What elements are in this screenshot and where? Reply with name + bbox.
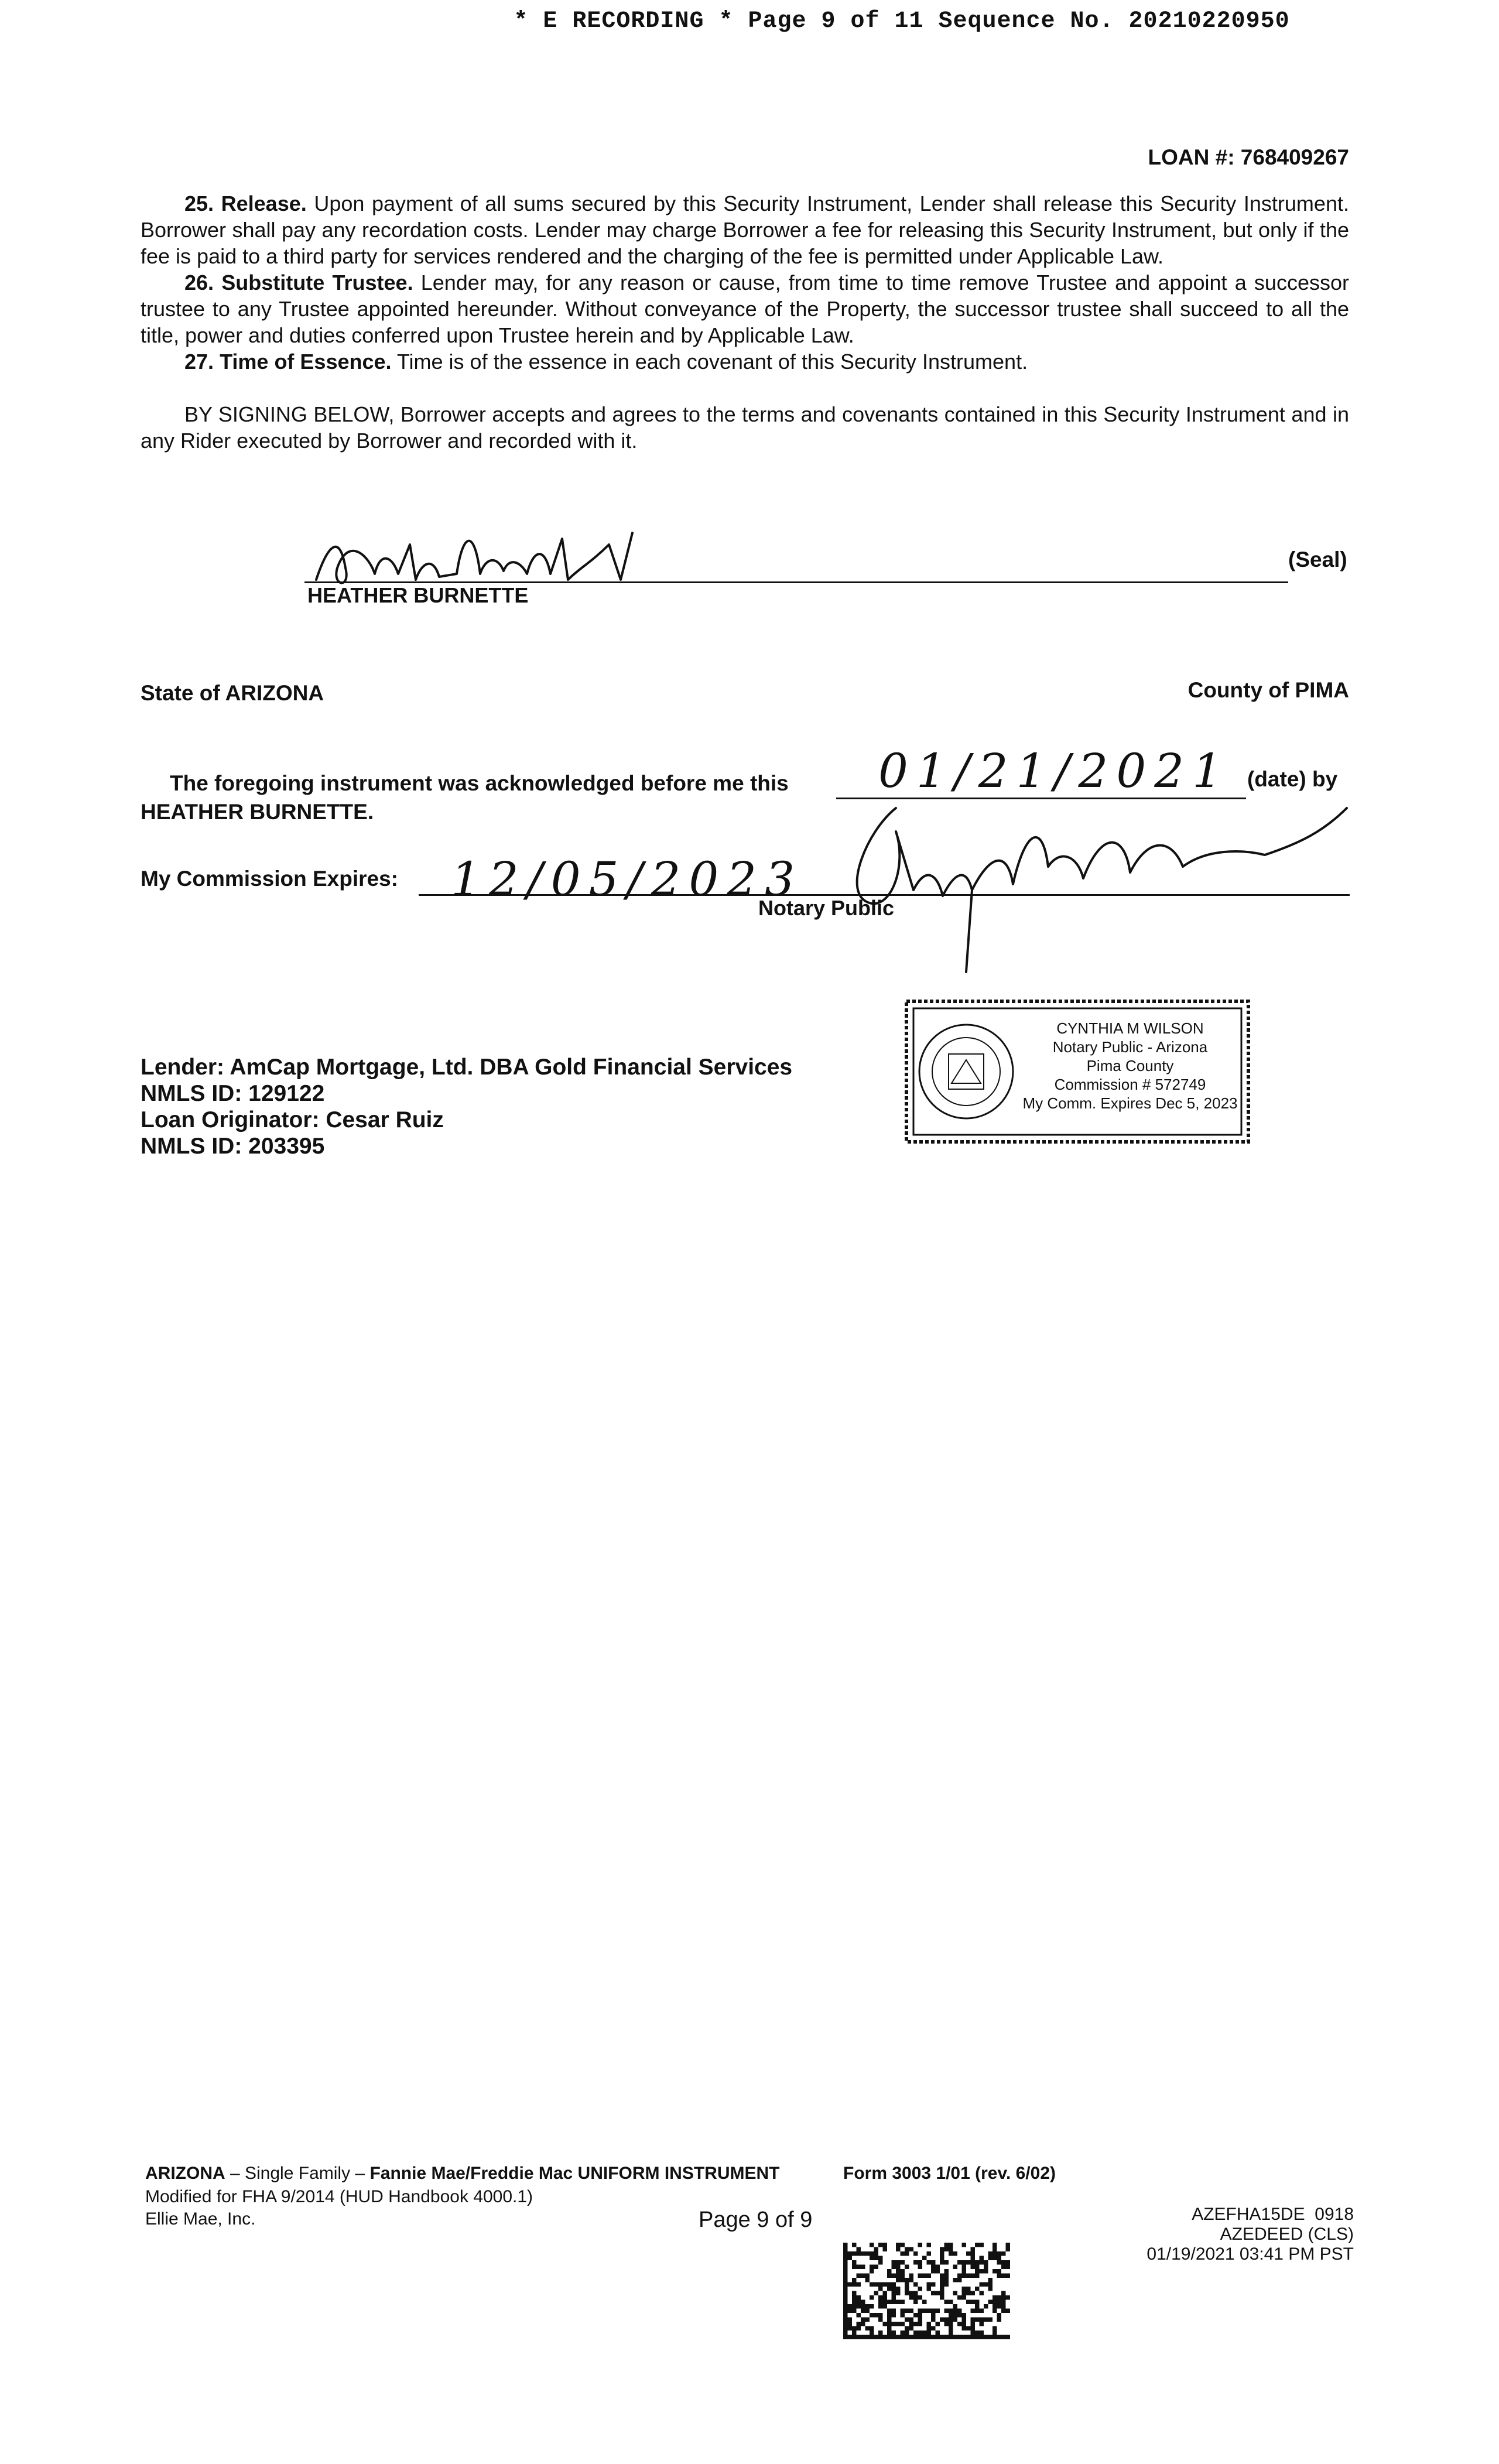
section-number: 27. xyxy=(184,350,214,374)
footer-state: ARIZONA xyxy=(145,2164,225,2183)
stamp-line: Pima County xyxy=(1086,1057,1174,1074)
section-27 xyxy=(141,348,1349,375)
borrower-name: HEATHER BURNETTE xyxy=(307,583,529,607)
footer-timestamp: 01/19/2021 03:41 PM PST xyxy=(1147,2244,1354,2264)
stamp-line: Commission # 572749 xyxy=(1054,1076,1206,1093)
originator-nmls: NMLS ID: 203395 xyxy=(141,1134,325,1159)
footer-type: – Single Family – xyxy=(225,2164,370,2183)
barcode-image xyxy=(843,2243,1010,2339)
section-title: Substitute Trustee. xyxy=(221,271,413,295)
section-text: Time is of the essence in each covenant of this Security Instrument. xyxy=(396,350,1028,374)
loan-originator: Loan Originator: Cesar Ruiz xyxy=(141,1107,444,1132)
footer-form: Form 3003 1/01 (rev. 6/02) xyxy=(843,2164,1056,2183)
section-number: 25. xyxy=(184,191,214,215)
acknowledged-name: HEATHER BURNETTE. xyxy=(141,800,374,824)
footer-code2: AZEDEED (CLS) xyxy=(1220,2225,1354,2244)
section-26 xyxy=(141,269,1349,348)
signing-statement: BY SIGNING BELOW, Borrower accepts and agrees to the terms and covenants contained in this Security Instrument and in any Rider executed by Borrower and recorded with it. xyxy=(141,402,1349,453)
section-25 xyxy=(141,190,1349,269)
section-number: 26. xyxy=(184,271,214,295)
footer-instrument xyxy=(145,2164,780,2184)
commission-label: My Commission Expires: xyxy=(141,867,399,891)
section-title: Release. xyxy=(221,191,307,215)
date-by-label: (date) by xyxy=(1247,767,1338,791)
handwritten-ack-date: 01/21/2021 xyxy=(878,744,1231,798)
acknowledgment-text: The foregoing instrument was acknowledged before me this xyxy=(170,771,789,795)
handwritten-commission-date: 12/05/2023 xyxy=(451,852,803,906)
footer-uniform: Fannie Mae/Freddie Mac UNIFORM INSTRUMENT xyxy=(369,2164,780,2183)
seal-label: (Seal) xyxy=(1288,547,1347,571)
lender-line: Lender: AmCap Mortgage, Ltd. DBA Gold Financial Services xyxy=(141,1055,793,1080)
stamp-line: Notary Public - Arizona xyxy=(1052,1038,1208,1056)
notary-public-label: Notary Public xyxy=(758,896,895,920)
footer-code1: AZEFHA15DE 0918 xyxy=(1192,2205,1354,2224)
lender-nmls: NMLS ID: 129122 xyxy=(141,1081,325,1106)
stamp-line: My Comm. Expires Dec 5, 2023 xyxy=(1022,1094,1238,1112)
stamp-line: CYNTHIA M WILSON xyxy=(1056,1019,1204,1037)
recording-header: * E RECORDING * Page 9 of 11 Sequence No. 20210220950 xyxy=(514,8,1290,35)
section-text: Upon payment of all sums secured by this Security Instrument, Lender shall release this Security Instrument. Borrower shall pay any recordation costs. Lender may charge Borrower a fee for releasing this Security Instrument, but only if the fee is paid to a third party for services rendered and the charging of the fee is permitted under Applicable Law. xyxy=(141,191,1349,268)
county-label: County of PIMA xyxy=(1187,678,1349,702)
notary-stamp xyxy=(902,995,1253,1148)
footer-codes xyxy=(1147,2205,1354,2264)
notary-signature xyxy=(796,796,1358,984)
stamp-text xyxy=(1019,1019,1241,1113)
state-label: State of ARIZONA xyxy=(141,681,324,705)
footer-page: Page 9 of 9 xyxy=(699,2208,813,2232)
footer-company: Ellie Mae, Inc. xyxy=(145,2209,256,2229)
loan-number: LOAN #: 768409267 xyxy=(1148,145,1349,169)
section-text: Lender may, for any reason or cause, from time to time remove Trustee and appoint a successor trustee to any Trustee appointed hereunder. Without conveyance of the Property, the successor trustee shall succeed to all the title, power and duties conferred upon Trustee herein and by Applicable Law. xyxy=(141,271,1349,347)
section-title: Time of Essence. xyxy=(220,350,392,374)
lender-block xyxy=(141,1054,792,1159)
footer-modified: Modified for FHA 9/2014 (HUD Handbook 4000.1) xyxy=(145,2187,533,2206)
